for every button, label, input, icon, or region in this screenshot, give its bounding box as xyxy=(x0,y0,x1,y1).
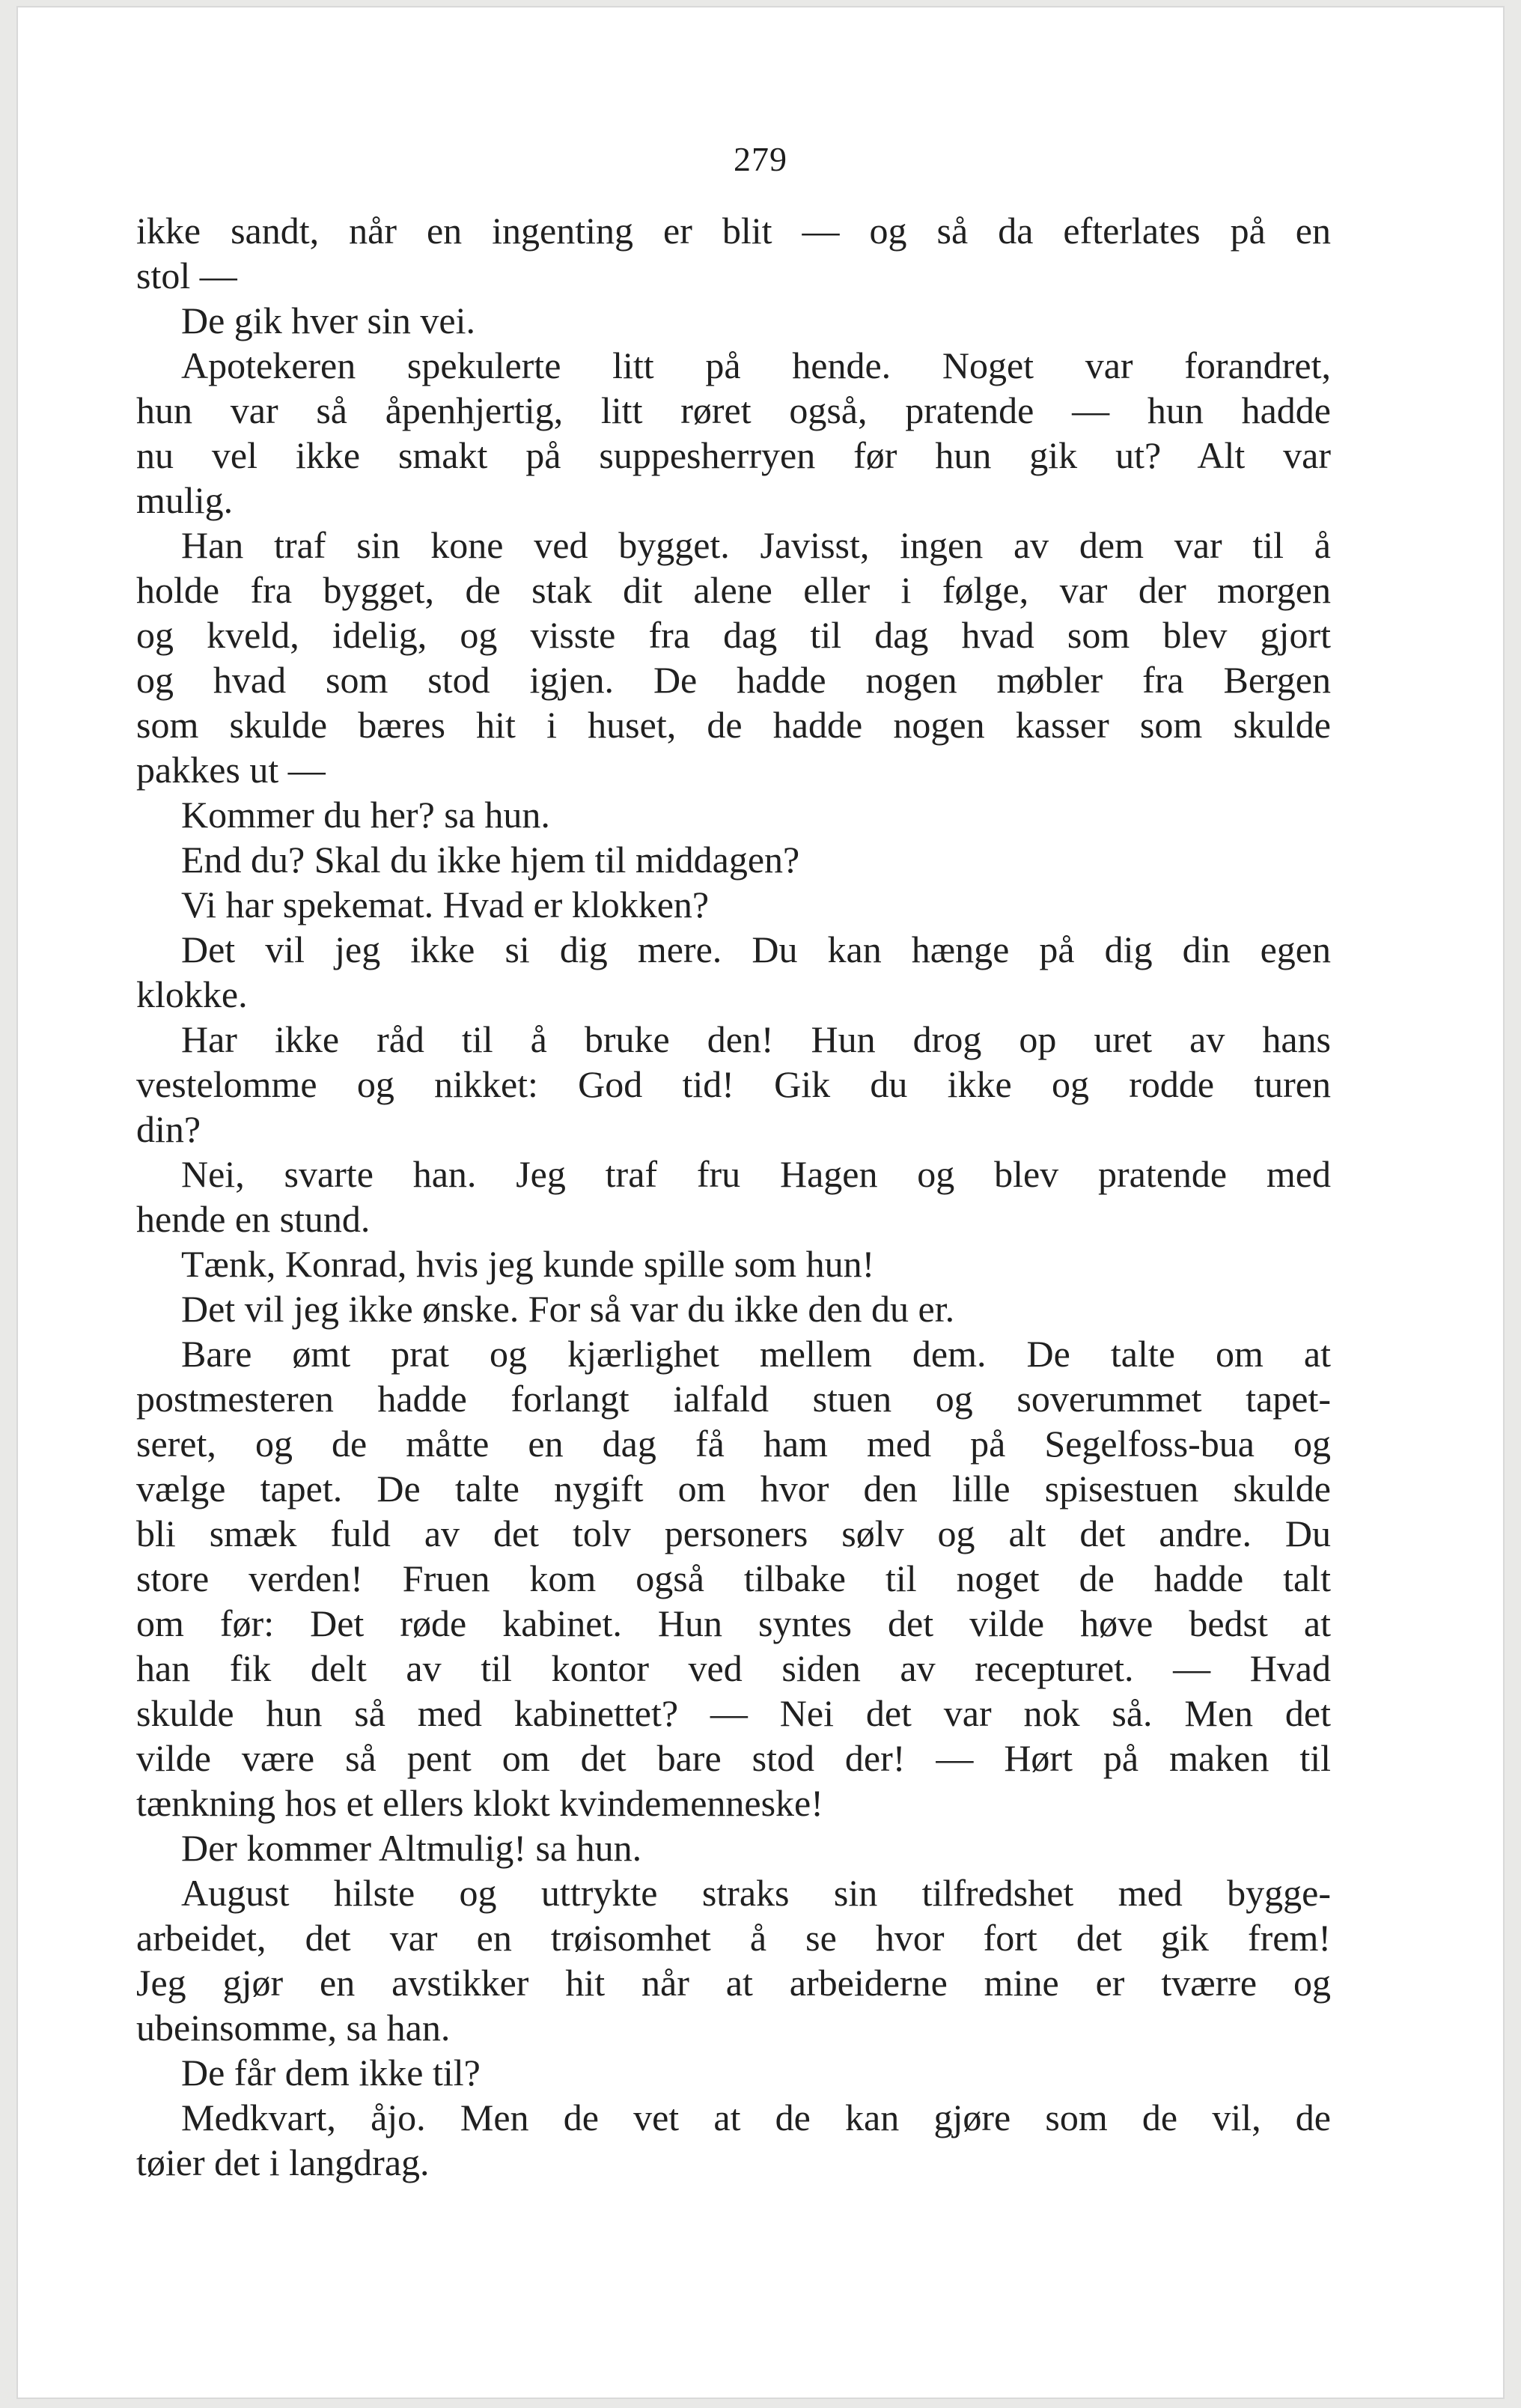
book-page xyxy=(16,6,1505,2399)
text-line: din? xyxy=(136,1108,201,1150)
text-line: De får dem ikke til? xyxy=(181,2052,481,2094)
text-line: som skulde bæres hit i huset, de hadde nogen kasser som skulde xyxy=(136,704,1331,746)
text-line: om før: Det røde kabinet. Hun syntes det vilde høve bedst at xyxy=(136,1602,1331,1644)
text-line: arbeidet, det var en trøisomhet å se hvor fort det gik frem! xyxy=(136,1917,1331,1959)
text-line: ikke sandt, når en ingenting er blit — og så da efterlates på en xyxy=(136,210,1331,252)
text-line: Vi har spekemat. Hvad er klokken? xyxy=(181,884,710,925)
text-line: August hilste og uttrykte straks sin tilfredshet med bygge- xyxy=(181,1872,1331,1914)
text-line: ubeinsomme, sa han. xyxy=(136,2007,451,2049)
text-line: og kveld, idelig, og visste fra dag til dag hvad som blev gjort xyxy=(136,614,1331,656)
text-line: Jeg gjør en avstikker hit når at arbeiderne mine er tværre og xyxy=(136,1962,1331,2004)
text-line: og hvad som stod igjen. De hadde nogen møbler fra Bergen xyxy=(136,659,1331,701)
text-line: Nei, svarte han. Jeg traf fru Hagen og blev pratende med xyxy=(181,1153,1331,1195)
text-line: holde fra bygget, de stak dit alene eller i følge, var der morgen xyxy=(136,569,1331,611)
text-line: Medkvart, åjo. Men de vet at de kan gjøre som de vil, de xyxy=(181,2097,1331,2138)
text-line: Har ikke råd til å bruke den! Hun drog op uret av hans xyxy=(181,1018,1331,1060)
text-line: Apotekeren spekulerte litt på hende. Noget var forandret, xyxy=(181,344,1331,386)
text-line: Bare ømt prat og kjærlighet mellem dem. De talte om at xyxy=(181,1333,1331,1375)
text-line: Tænk, Konrad, hvis jeg kunde spille som hun! xyxy=(181,1243,875,1285)
page-number: 279 xyxy=(734,140,787,178)
text-line: skulde hun så med kabinettet? — Nei det var nok så. Men det xyxy=(136,1692,1331,1734)
text-line: store verden! Fruen kom også tilbake til noget de hadde talt xyxy=(136,1557,1331,1599)
text-line: tænkning hos et ellers klokt kvindemenneske! xyxy=(136,1782,823,1824)
text-line: vælge tapet. De talte nygift om hvor den lille spisestuen skulde xyxy=(136,1468,1331,1509)
text-line: tøier det i langdrag. xyxy=(136,2141,430,2183)
text-line: Det vil jeg ikke ønske. For så var du ikke den du er. xyxy=(181,1288,955,1330)
text-line: Det vil jeg ikke si dig mere. Du kan hænge på dig din egen xyxy=(181,928,1331,970)
text-line: vilde være så pent om det bare stod der! — Hørt på maken til xyxy=(136,1737,1331,1779)
text-line: vestelomme og nikket: God tid! Gik du ikke og rodde turen xyxy=(136,1063,1331,1105)
text-line: pakkes ut — xyxy=(136,749,326,791)
text-line: De gik hver sin vei. xyxy=(181,300,475,341)
text-line: Der kommer Altmulig! sa hun. xyxy=(181,1827,642,1869)
text-line: mulig. xyxy=(136,479,234,521)
body-text xyxy=(136,208,1331,2185)
text-line: stol — xyxy=(136,255,237,297)
text-line: postmesteren hadde forlangt ialfald stuen og soverummet tapet- xyxy=(136,1378,1331,1420)
text-line: nu vel ikke smakt på suppesherryen før hun gik ut? Alt var xyxy=(136,434,1331,476)
text-line: End du? Skal du ikke hjem til middagen? xyxy=(181,839,800,881)
text-line: Han traf sin kone ved bygget. Javisst, ingen av dem var til å xyxy=(181,524,1331,566)
text-line: hende en stund. xyxy=(136,1198,371,1240)
text-line: klokke. xyxy=(136,973,248,1015)
text-line: seret, og de måtte en dag få ham med på Segelfoss-bua og xyxy=(136,1423,1331,1465)
text-line: hun var så åpenhjertig, litt røret også, pratende — hun hadde xyxy=(136,389,1331,431)
text-line: bli smæk fuld av det tolv personers sølv og alt det andre. Du xyxy=(136,1512,1331,1554)
text-line: han fik delt av til kontor ved siden av recepturet. — Hvad xyxy=(136,1647,1331,1689)
text-line: Kommer du her? sa hun. xyxy=(181,794,550,836)
